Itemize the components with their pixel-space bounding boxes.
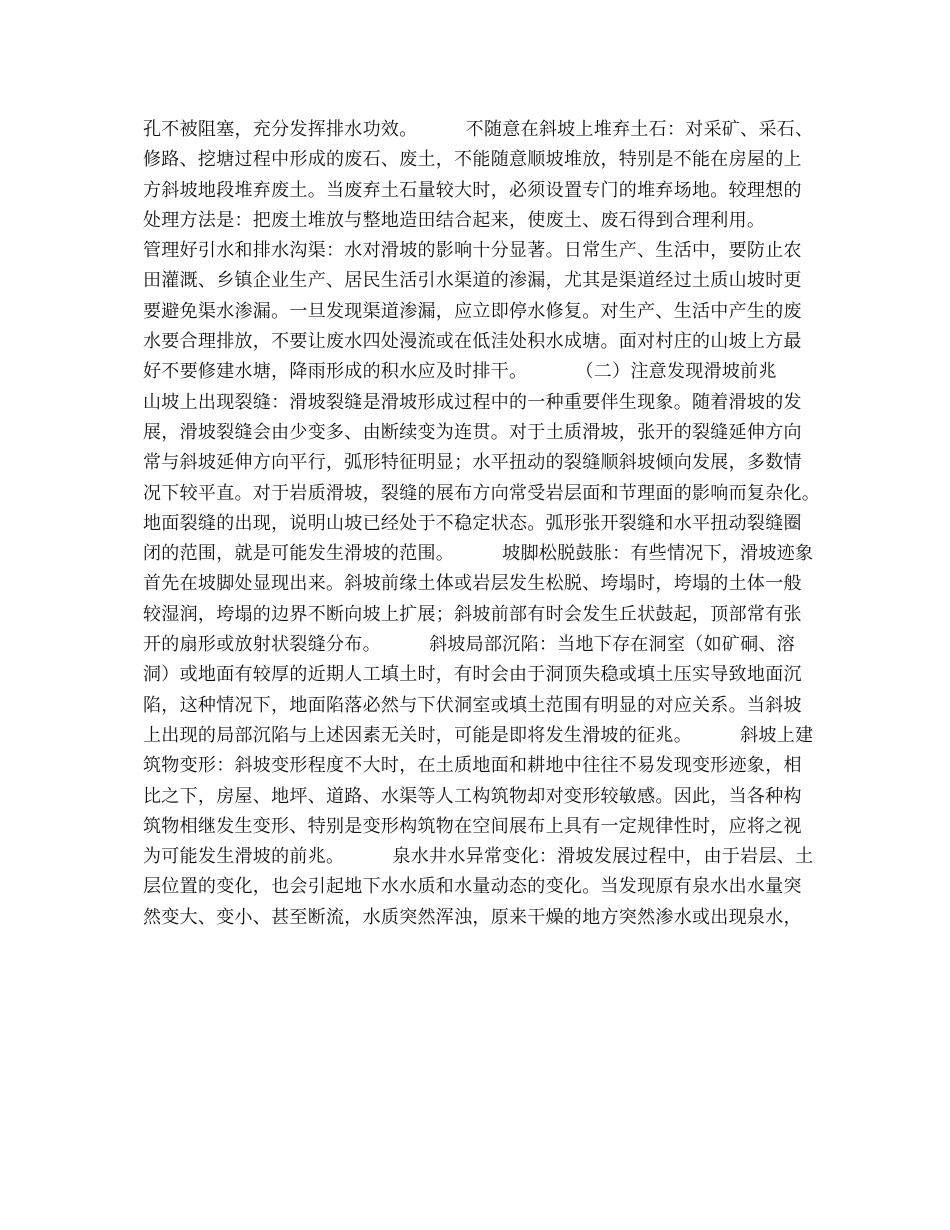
text-line: 较湿润，垮塌的边界不断向坡上扩展；斜坡前部有时会发生丘状鼓起，顶部常有张 (143, 603, 802, 625)
text-line: 要避免渠水渗漏。一旦发现渠道渗漏，应立即停水修复。对生产、生活中产生的废 (143, 300, 802, 322)
text-line: 山坡上出现裂缝：滑坡裂缝是滑坡形成过程中的一种重要伴生现象。随着滑坡的发 (143, 391, 802, 413)
text-line: 闭的范围，就是可能发生滑坡的范围。 坡脚松脱鼓胀：有些情况下，滑坡迹象 (143, 543, 814, 565)
text-line: 筑物变形：斜坡变形程度不大时，在土质地面和耕地中往往不易发现变形迹象，相 (143, 755, 802, 777)
text-line: 地面裂缝的出现，说明山坡已经处于不稳定状态。弧形张开裂缝和水平扭动裂缝圈 (143, 512, 802, 534)
text-line: 方斜坡地段堆弃废土。当废弃土石量较大时，必须设置专门的堆弃场地。较理想的 (143, 179, 802, 201)
text-line: 况下较平直。对于岩质滑坡，裂缝的展布方向常受岩层面和节理面的影响而复杂化。 (143, 482, 821, 504)
text-line: 好不要修建水塘，降雨形成的积水应及时排干。 （二）注意发现滑坡前兆 (143, 361, 777, 383)
text-line: 为可能发生滑坡的前兆。 泉水井水异常变化：滑坡发展过程中，由于岩层、土 (143, 846, 814, 868)
text-line: 展，滑坡裂缝会由少变多、由断续变为连贯。对于土质滑坡，张开的裂缝延伸方向 (143, 421, 802, 443)
text-line: 处理方法是：把废土堆放与整地造田结合起来，使废土、废石得到合理利用。 (143, 209, 766, 231)
text-line: 层位置的变化，也会引起地下水水质和水量动态的变化。当发现原有泉水出水量突 (143, 876, 802, 898)
text-line: 洞）或地面有较厚的近期人工填土时，有时会由于洞顶失稳或填土压实导致地面沉 (143, 664, 802, 686)
text-line: 田灌溉、乡镇企业生产、居民生活引水渠道的渗漏，尤其是渠道经过土质山坡时更 (143, 270, 802, 292)
text-line: 首先在坡脚处显现出来。斜坡前缘土体或岩层发生松脱、垮塌时，垮塌的土体一般 (143, 573, 802, 595)
text-line: 然变大、变小、甚至断流，水质突然浑浊，原来干燥的地方突然渗水或出现泉水， (143, 906, 802, 928)
text-line: 陷，这种情况下，地面陷落必然与下伏洞室或填土范围有明显的对应关系。当斜坡 (143, 694, 802, 716)
text-line: 管理好引水和排水沟渠：水对滑坡的影响十分显著。日常生产、生活中，要防止农 (143, 240, 802, 262)
text-line: 筑物相继发生变形、特别是变形构筑物在空间展布上具有一定规律性时，应将之视 (143, 815, 802, 837)
text-line: 修路、挖塘过程中形成的废石、废土，不能随意顺坡堆放，特别是不能在房屋的上 (143, 149, 802, 171)
body-text (143, 115, 843, 933)
text-line: 孔不被阻塞，充分发挥排水功效。 不随意在斜坡上堆弃土石：对采矿、采石、 (143, 119, 814, 140)
text-line: 开的扇形或放射状裂缝分布。 斜坡局部沉陷：当地下存在洞室（如矿硐、溶 (143, 634, 796, 656)
text-line: 比之下，房屋、地坪、道路、水渠等人工构筑物却对变形较敏感。因此，当各种构 (143, 785, 802, 807)
text-line: 常与斜坡延伸方向平行，弧形特征明显；水平扭动的裂缝顺斜坡倾向发展，多数情 (143, 452, 802, 474)
text-line: 水要合理排放，不要让废水四处漫流或在低洼处积水成塘。面对村庄的山坡上方最 (143, 331, 802, 353)
text-line: 上出现的局部沉陷与上述因素无关时，可能是即将发生滑坡的征兆。 斜坡上建 (143, 724, 814, 746)
